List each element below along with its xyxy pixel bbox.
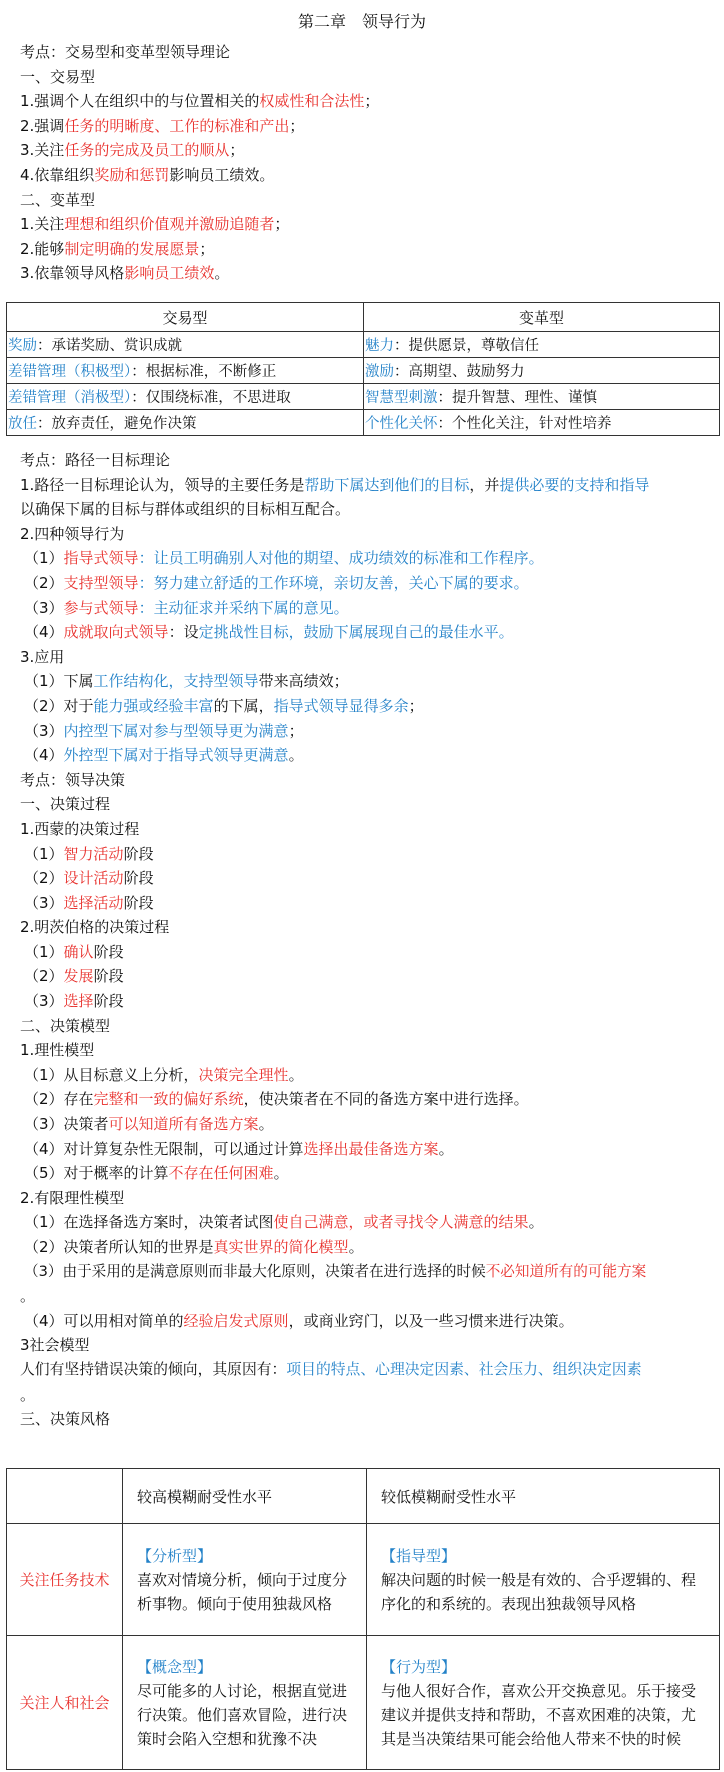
table-row — [7, 332, 720, 358]
table-cell-directive: 【指导型】 解决问题的时候一般是有效的、合乎逻辑的、程序化的和系统的。表现出独裁领导风格 — [367, 1524, 720, 1636]
list-item: （2）设计活动阶段 — [24, 869, 154, 888]
section-path-goal-and-decision — [0, 448, 724, 1432]
row-heading-people: 关注人和社会 — [7, 1636, 123, 1770]
list-item: 4.依靠组织奖励和惩罚影响员工绩效。 — [20, 165, 275, 184]
list-item: （2）发展阶段 — [24, 967, 124, 986]
subheading: 2.四种领导行为 — [20, 524, 125, 543]
list-item: 1.强调个人在组织中的与位置相关的权威性和合法性； — [20, 92, 380, 111]
list-item-continuation: 。 — [20, 1287, 36, 1306]
subheading: 一、决策过程 — [20, 795, 111, 814]
list-item: （3）由于采用的是满意原则而非最大化原则，决策者在进行选择的时候不必知道所有的可能方案 — [24, 1262, 647, 1280]
list-item: （3）选择活动阶段 — [24, 893, 154, 912]
table-row — [7, 384, 720, 410]
table-cell-analytic: 【分析型】 喜欢对情境分析，倾向于过度分析事物。倾向于使用独裁风格 — [123, 1524, 367, 1636]
list-item: （4）成就取向式领导：设定挑战性目标，鼓励下属展现自己的最佳水平。 — [24, 623, 514, 642]
list-item: （2）存在完整和一致的偏好系统，使决策者在不同的备选方案中进行选择。 — [24, 1090, 529, 1109]
table-cell-conceptual: 【概念型】 尽可能多的人讨论，根据直觉进行决策。他们喜欢冒险，进行决策时会陷入空想和犹豫不决 — [123, 1636, 367, 1770]
list-item: （4）外控型下属对于指导式领导更满意。 — [24, 746, 304, 765]
table-row — [7, 358, 720, 384]
list-item: 3.依靠领导风格影响员工绩效。 — [20, 264, 230, 283]
section-heading: 考点：交易型和变革型领导理论 — [20, 43, 231, 61]
subheading: 三、决策风格 — [20, 1410, 111, 1429]
subheading: 3社会模型 — [20, 1336, 90, 1355]
table-cell: 个性化关怀：个性化关注，针对性培养 — [364, 410, 720, 436]
table-row — [7, 1524, 720, 1636]
subheading: 一、交易型 — [20, 67, 96, 86]
table-cell: 放任：放弃责任，避免作决策 — [7, 410, 364, 436]
table-cell: 差错管理（积极型）：根据标准，不断修正 — [7, 358, 364, 384]
comparison-table — [6, 302, 720, 436]
list-item: （1）确认阶段 — [24, 942, 124, 961]
chapter-title: 第二章 领导行为 — [297, 12, 426, 31]
list-item: 2.能够制定明确的发展愿景； — [20, 239, 215, 258]
table-header: 较低模糊耐受性水平 — [367, 1469, 720, 1524]
section-transactional-transformational — [0, 40, 724, 286]
list-item: 3.关注任务的完成及员工的顺从； — [20, 141, 245, 160]
list-item: （4）可以用相对简单的经验启发式原则，或商业窍门，以及一些习惯来进行决策。 — [24, 1311, 574, 1330]
paragraph: 1.路径一目标理论认为，领导的主要任务是帮助下属达到他们的目标，并提供必要的支持和指导 — [20, 475, 650, 494]
table-cell: 激励：高期望、鼓励努力 — [364, 358, 720, 384]
subheading: 二、变革型 — [20, 190, 96, 209]
table-cell: 奖励：承诺奖励、赏识成就 — [7, 332, 364, 358]
table-corner-cell — [7, 1469, 123, 1524]
subheading: 1.西蒙的决策过程 — [20, 819, 140, 838]
list-item: （5）对于概率的计算不存在任何困难。 — [24, 1164, 289, 1183]
section-heading: 考点：路径一目标理论 — [20, 451, 171, 469]
list-item: （4）对计算复杂性无限制，可以通过计算选择出最佳备选方案。 — [24, 1139, 454, 1158]
table-cell: 差错管理（消极型）：仅围绕标准，不思进取 — [7, 384, 364, 410]
table-header: 交易型 — [7, 303, 364, 332]
list-item: （2）对于能力强或经验丰富的下属，指导式领导显得多余； — [24, 696, 424, 715]
table-row — [7, 1636, 720, 1770]
row-heading-task: 关注任务技术 — [7, 1524, 123, 1636]
list-item: 1.关注理想和组织价值观并激励追随者； — [20, 215, 290, 234]
list-item: （3）决策者可以知道所有备选方案。 — [24, 1115, 274, 1134]
section-heading: 考点：领导决策 — [20, 770, 126, 789]
subheading: 3.应用 — [20, 647, 65, 666]
list-item: （1）指导式领导：让员工明确别人对他的期望、成功绩效的标准和工作程序。 — [24, 549, 544, 568]
list-item: （1）下属工作结构化，支持型领导带来高绩效； — [24, 672, 349, 691]
list-item: （2）决策者所认知的世界是真实世界的简化模型。 — [24, 1238, 364, 1256]
table-cell: 智慧型刺激：提升智慧、理性、谨慎 — [364, 384, 720, 410]
table-header: 变革型 — [364, 303, 720, 332]
list-item: （3）选择阶段 — [24, 992, 124, 1011]
subheading: 2.有限理性模型 — [20, 1188, 125, 1207]
table-cell-behavioral: 【行为型】 与他人很好合作，喜欢公开交换意见。乐于接受建议并提供支持和帮助，不喜欢困难的决策，尤其是当决策结果可能会给他人带来不快的时候 — [367, 1636, 720, 1770]
table-row — [7, 410, 720, 436]
paragraph-continuation: 。 — [20, 1385, 36, 1404]
list-item: （1）智力活动阶段 — [24, 844, 154, 863]
decision-style-table — [6, 1468, 720, 1770]
list-item: （3）参与式领导：主动征求并采纳下属的意见。 — [24, 598, 349, 617]
subheading: 2.明茨伯格的决策过程 — [20, 918, 170, 937]
list-item: （1）从目标意义上分析，决策完全理性。 — [24, 1065, 304, 1084]
list-item: （3）内控型下属对参与型领导更为满意； — [24, 721, 304, 740]
table-cell: 魅力：提供愿景，尊敬信任 — [364, 332, 720, 358]
table-header-row — [7, 1469, 720, 1524]
subheading: 二、决策模型 — [20, 1016, 111, 1035]
table-header: 较高模糊耐受性水平 — [123, 1469, 367, 1524]
paragraph: 以确保下属的目标与群体或组织的目标相互配合。 — [20, 500, 351, 519]
subheading: 1.理性模型 — [20, 1041, 95, 1060]
list-item: 2.强调任务的明晰度、工作的标准和产出； — [20, 116, 305, 135]
list-item: （2）支持型领导：努力建立舒适的工作环境，亲切友善，关心下属的要求。 — [24, 573, 529, 592]
paragraph: 人们有坚持错误决策的倾向，其原因有：项目的特点、心理决定因素、社会压力、组织决定因素 — [20, 1360, 642, 1378]
table-header-row — [7, 303, 720, 332]
list-item: （1）在选择备选方案时，决策者试图使自己满意，或者寻找令人满意的结果。 — [24, 1213, 544, 1232]
